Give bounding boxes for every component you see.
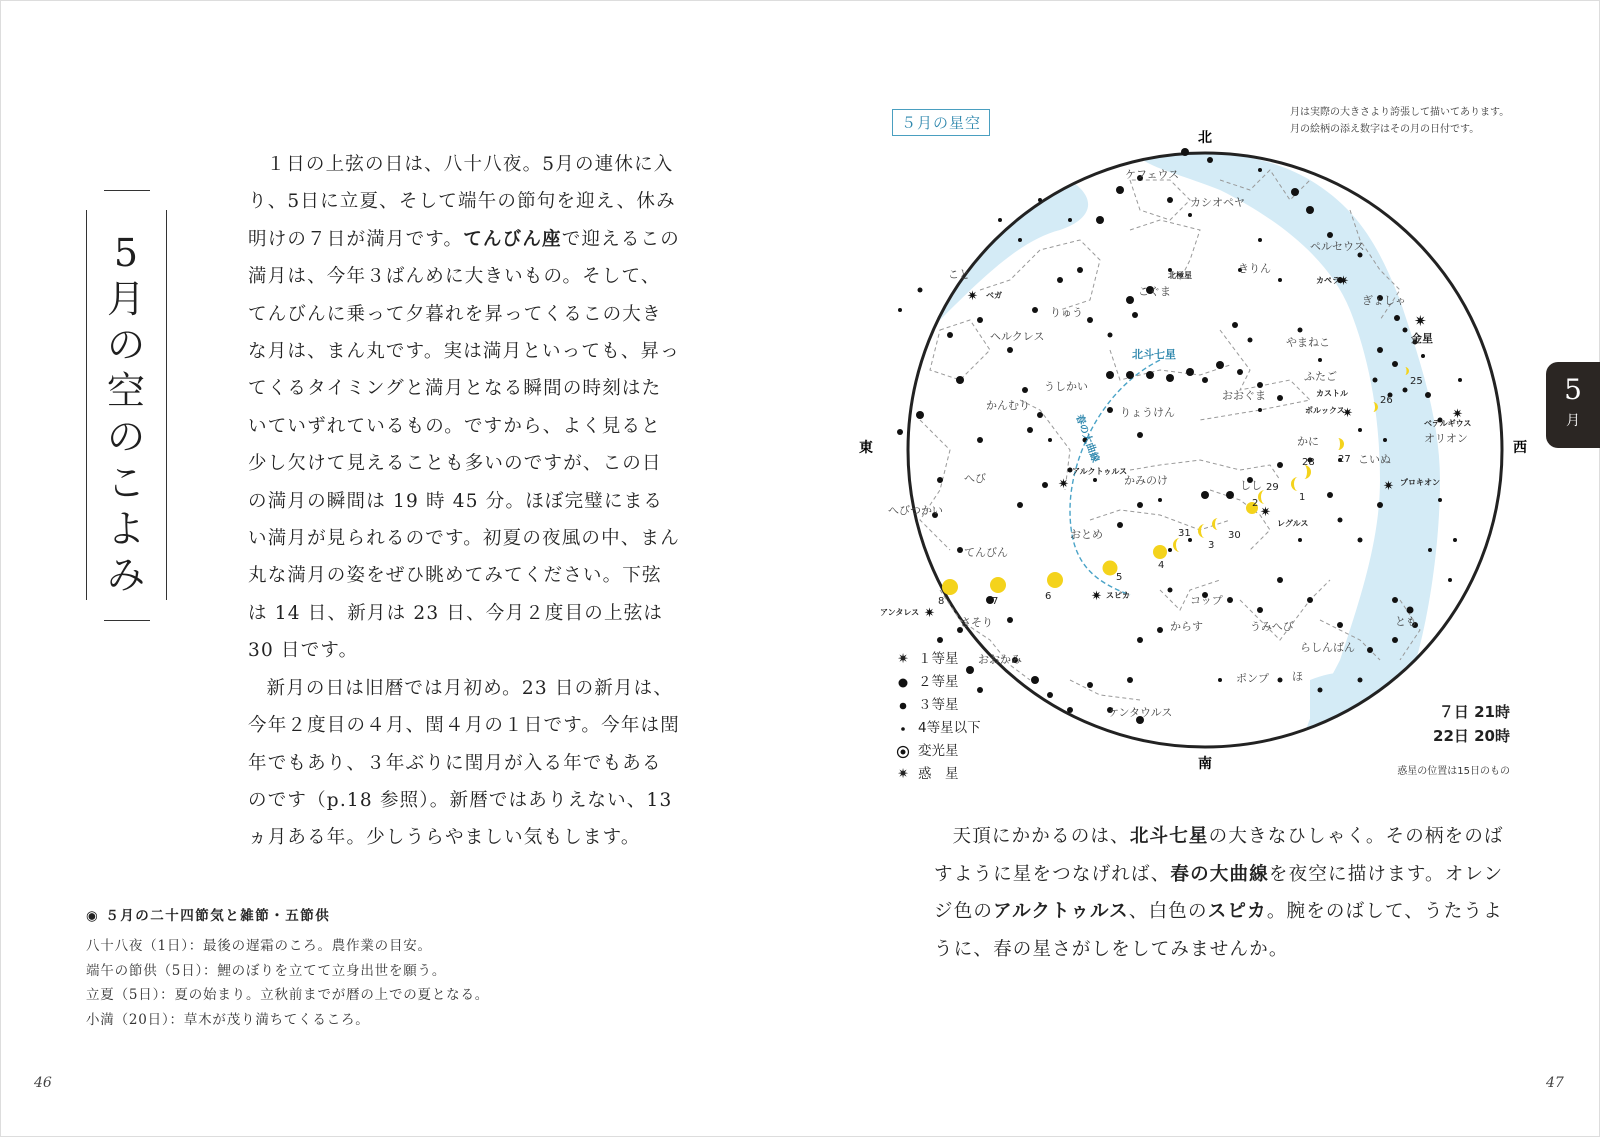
star-label: ベテルギウス — [1424, 419, 1472, 428]
moon-date: 6 — [1045, 591, 1052, 602]
sekki-heading-text: ５月の二十四節気と雑節・五節供 — [105, 908, 331, 924]
legend-row — [892, 671, 981, 694]
vega-star-icon: ✷ — [967, 289, 978, 304]
target-icon: ◉ — [86, 908, 100, 924]
sky-label: ５月の星空 — [892, 109, 990, 136]
moon-date: 4 — [1158, 560, 1165, 571]
constellation-label: ヘルクレス — [990, 330, 1045, 343]
sekki-item: 立夏（5日）：夏の始まり。立秋前までが暦の上での夏となる。 — [86, 987, 490, 1003]
star-label: 北極星 — [1168, 271, 1192, 280]
title-rule-bottom — [104, 620, 150, 621]
constellation-label: さそり — [960, 616, 993, 629]
constellation-label: こいぬ — [1358, 453, 1391, 466]
first-magnitude-star-icon: ✷ — [897, 651, 909, 667]
page-number-right: 47 — [1546, 1075, 1564, 1091]
constellation-label: らしんばん — [1300, 641, 1355, 654]
sekki-item: 端午の節供（5日）：鯉のぼりを立てて立身出世を願う。 — [86, 962, 447, 979]
paragraph — [934, 818, 1509, 968]
regulus-star-icon: ✷ — [1260, 505, 1271, 520]
text-run: の大きなひしゃく。その柄をのばすように星をつなげれば、 — [934, 826, 1504, 885]
big-dipper-label: 北斗七星 — [1132, 348, 1176, 361]
arcturus-star-icon: ✷ — [1058, 477, 1069, 492]
star-label: ベガ — [986, 291, 1002, 300]
legend-label: ２等星 — [918, 674, 959, 690]
moon-date: 30 — [1228, 530, 1241, 541]
constellation-label: おおぐま — [1222, 389, 1266, 402]
moon-date: 31 — [1178, 528, 1191, 539]
direction-west: 西 — [1513, 440, 1527, 456]
planet-icon: ✷ — [897, 766, 909, 782]
constellation-label: ぎょしゃ — [1362, 294, 1406, 307]
constellation-label: こぐま — [1138, 285, 1171, 298]
title-char: の — [106, 323, 145, 367]
moon-date: 28 — [1302, 457, 1315, 468]
constellation-label: かに — [1297, 435, 1319, 448]
star-label: カペラ — [1316, 276, 1340, 285]
spica-star-icon: ✷ — [1091, 589, 1102, 604]
planet-note: 惑星の位置は15日のもの — [1397, 766, 1510, 777]
highlight-spring-curve: 春の大曲線 — [1170, 863, 1269, 885]
constellation-label: りょうけん — [1120, 406, 1175, 419]
variable-star-icon — [892, 745, 914, 759]
highlight-libra: てんびん座 — [463, 228, 562, 250]
title-char: 月 — [106, 277, 145, 321]
legend-label: １等星 — [918, 651, 959, 667]
star-label: プロキオン — [1400, 478, 1440, 487]
highlight-big-dipper: 北斗七星 — [1129, 826, 1209, 847]
star-label: アンタレス — [880, 608, 920, 617]
legend-label: ３等星 — [918, 697, 959, 713]
map-legend — [892, 648, 981, 786]
antares-star-icon: ✷ — [924, 606, 935, 621]
star-label: ポルックス — [1305, 406, 1345, 415]
legend-label: 4等星以下 — [918, 720, 981, 736]
second-magnitude-star-icon — [892, 678, 914, 688]
observation-time: 22日 20時 — [1433, 727, 1510, 745]
legend-row — [892, 740, 981, 763]
paragraph-1-part2: で迎えるこの満月は、今年３ばんめに大きいもの。そして、てんびんに乗って夕暮れを昇ってくるこの大きな月は、まん丸です。実は満月といっても、昇ってくるタイミングと満月となる瞬間の時刻はたいていずれているもの。ですから、よく見ると少し欠けて見えることも多いのですが、この日の満月の瞬間は 19 時 45 分。ほぼ完璧にまるい満月が見られるのです。初夏の夜風の中、まん丸な満月の姿をぜひ眺めてみてください。下弦は 14 日、新月は 23 日、今月２度目の上弦は 30 日です。 — [248, 228, 680, 662]
title-char: み — [106, 553, 145, 597]
constellation-label: コップ — [1190, 594, 1223, 607]
direction-north: 北 — [1198, 130, 1212, 146]
constellation-label: ほ — [1292, 670, 1303, 683]
constellation-label: カシオペヤ — [1190, 196, 1245, 209]
constellation-label: こと — [948, 268, 970, 281]
paragraph-1-part1: １日の上弦の日は、八十八夜。5月の連休に入り、5日に立夏、そして端午の節句を迎え、休み明けの７日が満月です。 — [248, 154, 676, 250]
legend-row — [892, 694, 981, 717]
map-note-line: 月は実際の大きさより誇張して描いてあります。 — [1290, 107, 1510, 118]
constellation-label: やまねこ — [1286, 336, 1330, 349]
moon-date: 8 — [938, 596, 945, 607]
betelgeuse-star-icon: ✷ — [1452, 407, 1463, 422]
constellation-label: りゅう — [1050, 306, 1083, 319]
constellation-label: オリオン — [1424, 432, 1468, 445]
procyon-star-icon: ✷ — [1383, 479, 1394, 494]
star-label: カストル — [1316, 389, 1348, 398]
constellation-label: へび — [964, 472, 986, 485]
moon-date: 3 — [1208, 540, 1215, 551]
star-label: スピカ — [1106, 591, 1130, 600]
legend-label: 変光星 — [918, 743, 959, 759]
constellation-label: かみのけ — [1124, 474, 1168, 487]
constellation-label: ケンタウルス — [1108, 706, 1173, 719]
constellation-label: おおかみ — [978, 653, 1022, 666]
capella-star-icon: ✷ — [1338, 274, 1349, 289]
moon-date: 26 — [1380, 395, 1393, 406]
legend-row — [892, 763, 981, 786]
text-run: 天頂にかかるのは、 — [952, 826, 1130, 847]
constellation-label: うしかい — [1044, 380, 1088, 393]
month-tab-unit: 月 — [1566, 413, 1580, 429]
text-run: 、白色の — [1128, 901, 1208, 922]
moon-date: 5 — [1116, 572, 1123, 583]
fourth-magnitude-star-icon — [892, 724, 914, 734]
constellation-label: とも — [1395, 615, 1417, 628]
title-char: 空 — [106, 369, 145, 413]
sekki-item: 八十八夜（1日）：最後の遅霜のころ。農作業の目安。 — [86, 938, 432, 954]
sekki-box — [86, 904, 606, 1032]
legend-label: 惑 星 — [918, 766, 959, 782]
paragraph-2: 新月の日は旧暦では月初め。23 日の新月は、今年２度目の４月、閏４月の１日です。今年は閏年でもあり、３年ぶりに閏月が入る年でもあるのです（p.18 参照）。新暦ではありえない、13ヵ月ある年。少しうらやましい気もします。 — [248, 677, 680, 849]
title-rule-top — [104, 190, 150, 191]
direction-south: 南 — [1198, 756, 1212, 772]
page-number-left: 46 — [34, 1075, 52, 1091]
paragraph-1 — [248, 146, 680, 670]
month-tab-number: 5 — [1564, 373, 1582, 406]
constellation-label: ポンプ — [1236, 672, 1269, 685]
pollux-star-icon: ✷ — [1342, 406, 1353, 421]
highlight-arcturus: アルクトゥルス — [993, 901, 1129, 922]
observation-time: ７日 21時 — [1438, 703, 1510, 721]
sekki-heading — [86, 904, 606, 924]
left-body-text — [248, 146, 680, 857]
observation-times — [1395, 700, 1510, 748]
constellation-label: かんむり — [986, 399, 1030, 412]
legend-row — [892, 648, 981, 671]
venus-planet-icon: ✷ — [1414, 312, 1427, 330]
month-tab — [1546, 362, 1600, 448]
title-line-right — [166, 210, 167, 600]
moon-date: 29 — [1266, 482, 1279, 493]
title-char: よ — [106, 507, 145, 551]
title-char: 5 — [113, 231, 139, 275]
moon-date: 7 — [992, 596, 999, 607]
chapter-title — [86, 190, 166, 620]
constellation-label: からす — [1170, 620, 1203, 633]
constellation-label: おとめ — [1070, 528, 1103, 541]
map-note-line: 月の絵柄の添え数字はその月の日付です。 — [1290, 124, 1480, 135]
constellation-label: きりん — [1238, 262, 1271, 275]
text-run: 。腕をのばして、うたうように、春の星さがしをしてみませんか。 — [934, 901, 1503, 960]
constellation-label: ケフェウス — [1125, 168, 1180, 181]
direction-east: 東 — [859, 440, 873, 456]
third-magnitude-star-icon — [892, 701, 914, 711]
title-char: こ — [106, 461, 145, 505]
moon-date: 27 — [1338, 454, 1351, 465]
legend-row — [892, 717, 981, 740]
highlight-spica: スピカ — [1207, 901, 1267, 922]
text-run: を夜空に描けます。オレンジ色の — [934, 863, 1504, 922]
constellation-label: ペルセウス — [1310, 240, 1365, 253]
moon-date: 25 — [1410, 376, 1423, 387]
constellation-label: うみへび — [1250, 620, 1294, 633]
star-label: アルクトゥルス — [1072, 467, 1128, 476]
vertical-title — [99, 230, 153, 598]
constellation-label: てんびん — [964, 546, 1008, 559]
moon-date: 2 — [1252, 498, 1259, 509]
constellation-label: ふたご — [1304, 370, 1337, 383]
spring-curve-label: 春の大曲線 — [1073, 413, 1101, 465]
moon-date: 1 — [1299, 492, 1306, 503]
right-body-text — [934, 818, 1509, 968]
star-label: 金星 — [1411, 332, 1433, 345]
sekki-item: 小満（20日）：草木が茂り満ちてくるころ。 — [86, 1011, 370, 1028]
constellation-label: しし — [1240, 479, 1262, 492]
title-line-left — [86, 210, 87, 600]
star-label: レグルス — [1277, 519, 1309, 528]
constellation-label: へびつかい — [888, 504, 943, 517]
title-char: の — [106, 415, 145, 459]
